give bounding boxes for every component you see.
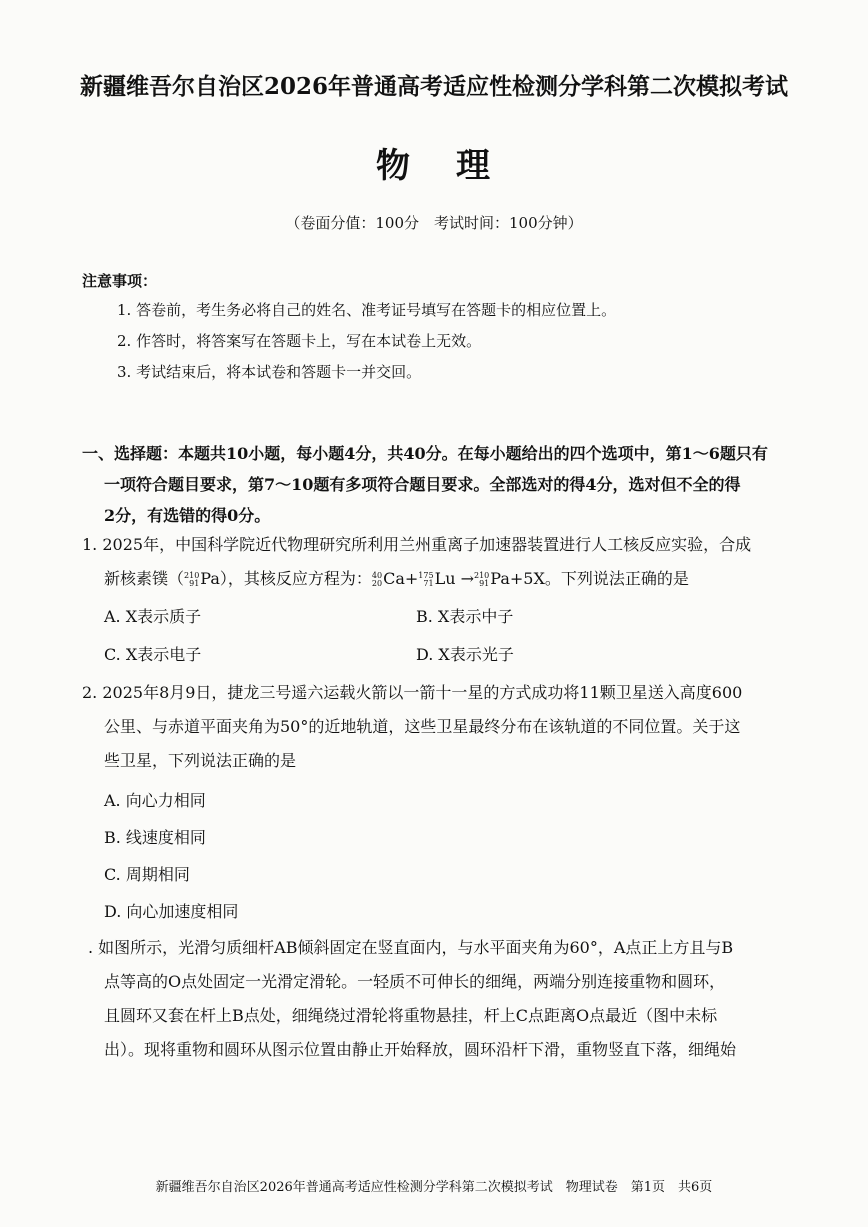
notice-item: 2. 作答时，将答案写在答题卡上，写在本试卷上无效。 xyxy=(117,332,482,350)
question-3-line: 且圆环又套在杆上B点处，细绳绕过滑轮将重物悬挂，杆上C点距离O点最近（图中未标 xyxy=(104,1006,718,1025)
nuclide-ca: 40 20 xyxy=(371,570,383,588)
q2-option-d: D. 向心加速度相同 xyxy=(104,902,239,921)
question-2-line: 公里、与赤道平面夹角为50°的近地轨道，这些卫星最终分布在该轨道的不同位置。关于这 xyxy=(104,717,741,736)
q1-option-d: D. X表示光子 xyxy=(416,645,514,664)
q2-option-a: A. 向心力相同 xyxy=(104,791,206,810)
nuclide-pa: 210 91 xyxy=(184,570,200,588)
notice-item: 1. 答卷前，考生务必将自己的姓名、准考证号填写在答题卡的相应位置上。 xyxy=(117,301,617,319)
text-segment: Lu → xyxy=(434,569,474,588)
section-line: 2分，有选错的得0分。 xyxy=(104,506,271,525)
question-3-line: 出）。现将重物和圆环从图示位置由静止开始释放，圆环沿杆下滑，重物竖直下落，细绳始 xyxy=(104,1040,737,1059)
question-1-equation-line xyxy=(104,566,689,589)
subject-char-2: 理 xyxy=(456,146,492,186)
notice-item: 3. 考试结束后，将本试卷和答题卡一并交回。 xyxy=(117,363,422,381)
subject-char-1: 物 xyxy=(376,146,412,186)
q2-option-c: C. 周期相同 xyxy=(104,865,190,884)
q2-option-b: B. 线速度相同 xyxy=(104,828,206,847)
question-1-line: 1. 2025年，中国科学院近代物理研究所利用兰州重离子加速器装置进行人工核反应实验，合成 xyxy=(82,535,752,554)
page-footer: 新疆维吾尔自治区2026年普通高考适应性检测分学科第二次模拟考试 物理试卷 第1页 共6页 xyxy=(155,1180,713,1195)
q1-option-a: A. X表示质子 xyxy=(104,607,202,626)
section-line: 一、选择题：本题共10小题，每小题4分，共40分。在每小题给出的四个选项中，第1～6题只有 xyxy=(82,444,768,463)
q1-option-c: C. X表示电子 xyxy=(104,645,202,664)
exam-title: 新疆维吾尔自治区2026年普通高考适应性检测分学科第二次模拟考试 xyxy=(79,73,788,100)
subject-title xyxy=(0,138,868,187)
text-segment: ），其核反应方程为： xyxy=(219,569,372,588)
text-segment: Pa xyxy=(200,569,220,588)
nuclide-lu: 175 71 xyxy=(418,570,434,588)
score-time-info: （卷面分值：100分 考试时间：100分钟） xyxy=(285,214,583,232)
text-segment: 新核素镤（ xyxy=(104,569,185,588)
text-segment: Pa+5X。下列说法正确的是 xyxy=(490,569,689,588)
section-instructions xyxy=(82,438,782,531)
nuclide-pa-product: 210 91 xyxy=(473,570,490,588)
question-3-line: . 如图所示，光滑匀质细杆AB倾斜固定在竖直面内，与水平面夹角为60°，A点正上方且与B xyxy=(88,938,734,957)
text-segment: Ca+ xyxy=(383,569,419,588)
notice-title: 注意事项： xyxy=(82,272,158,290)
question-2-line: 些卫星，下列说法正确的是 xyxy=(104,751,297,770)
question-2-line: 2. 2025年8月9日，捷龙三号遥六运载火箭以一箭十一星的方式成功将11颗卫星送入高度600 xyxy=(82,683,743,702)
q1-option-b: B. X表示中子 xyxy=(416,607,514,626)
section-line: 一项符合题目要求，第7～10题有多项符合题目要求。全部选对的得4分，选对但不全的得 xyxy=(104,475,741,494)
question-3-line: 点等高的O点处固定一光滑定滑轮。一轻质不可伸长的细绳，两端分别连接重物和圆环， xyxy=(104,972,726,991)
